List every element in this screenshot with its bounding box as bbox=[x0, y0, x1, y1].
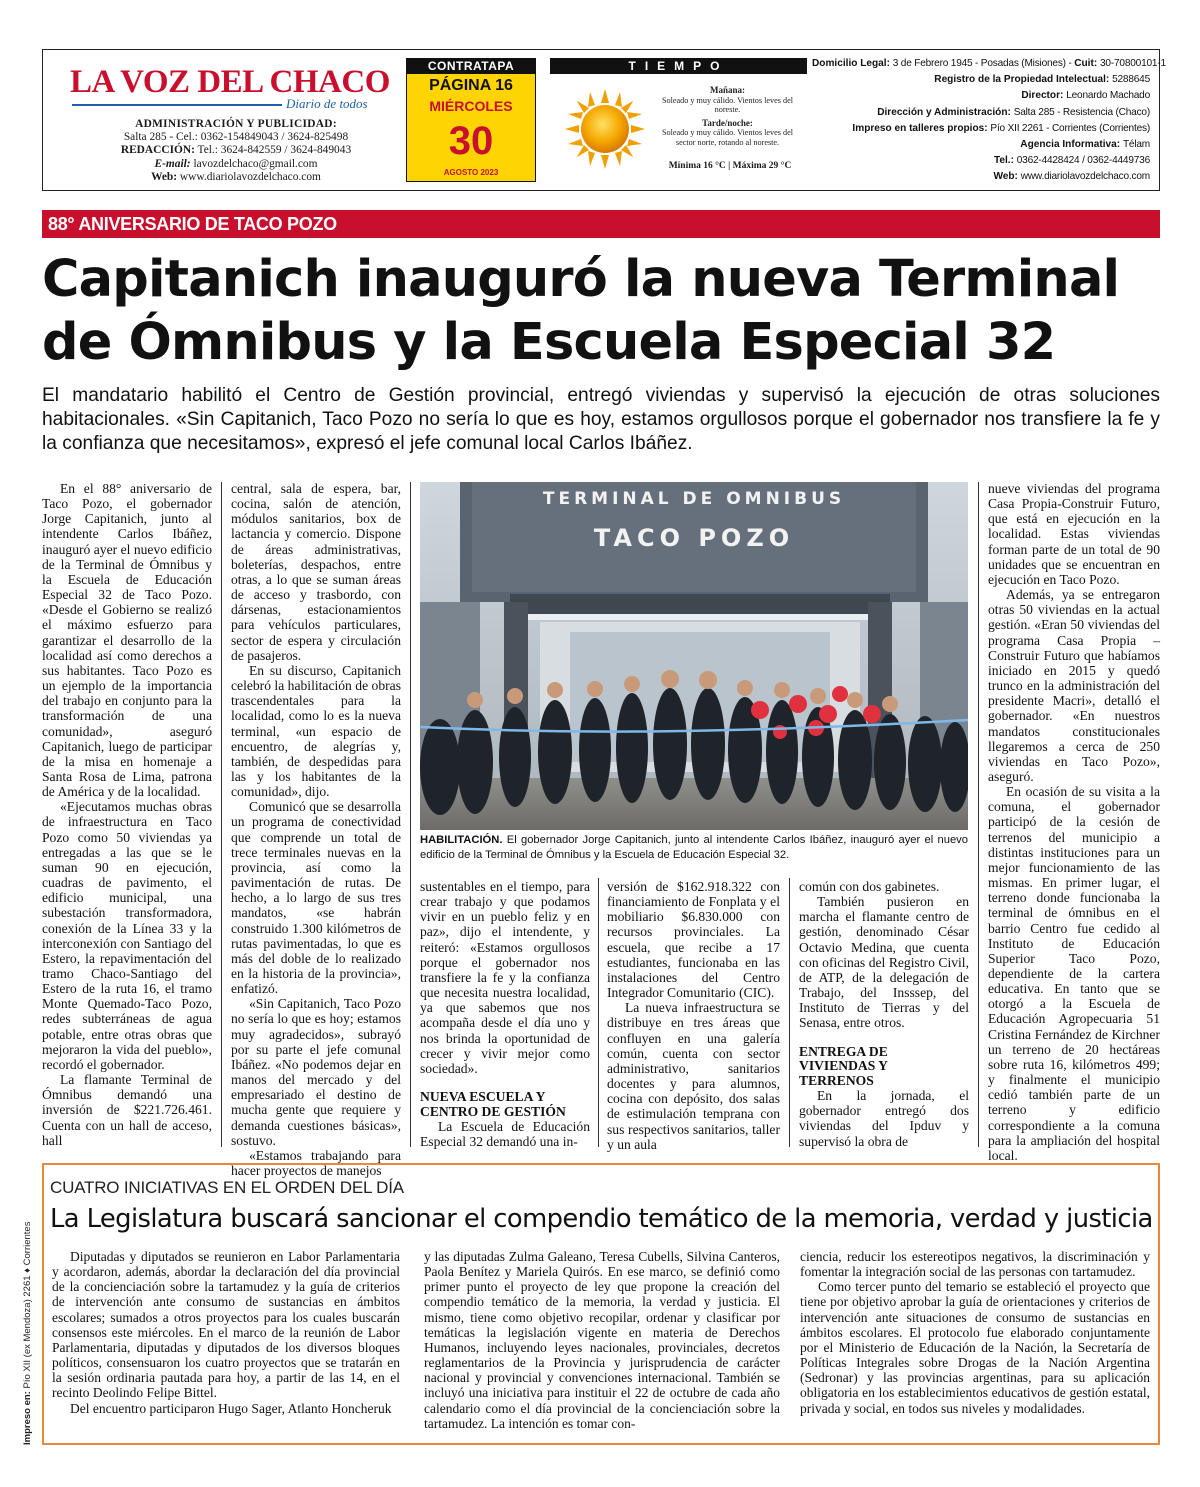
newspaper-tagline: Diario de todos bbox=[286, 96, 368, 111]
column-divider bbox=[598, 878, 599, 1147]
contratapa-label: CONTRATAPA bbox=[406, 58, 536, 74]
subheading-viviendas: ENTREGA DE VIVIENDAS Y TERRENOS bbox=[799, 1043, 889, 1088]
legislatura-kicker: CUATRO INICIATIVAS EN EL ORDEN DEL DÍA bbox=[50, 1178, 404, 1197]
sun-icon bbox=[565, 89, 645, 169]
admin-contact-block bbox=[72, 118, 400, 184]
headline-line-2: de Ómnibus y la Escuela Especial 32 bbox=[42, 313, 1056, 372]
column-divider bbox=[978, 482, 979, 1147]
paragraph: Comunicó que se desarrolla un programa de conectividad que comprende un total de trece terminales nuevas en la provincia, así como la pavimentación de rutas. De hecho, a lo largo de sus tres mandatos, «se habrán construido 1.300 kilómetros de rutas pavimentadas, lo que es más del doble de lo realizado en la historia de la provincia», enfatizó. bbox=[231, 799, 401, 997]
paragraph: En el 88° aniversario de Taco Pozo, el gobernador Jorge Capitanich, junto al intendente Carlos Ibáñez, inauguró ayer el nuevo edificio de la Terminal de Ómnibus y la Escuela de Educación Especial 32 de Taco Pozo. «Desde el Gobierno se realizó el máximo esfuerzo para garantizar el desarrollo de la localidad así como derechos a sus habitantes. Taco Pozo es un ejemplo de la importancia del trabajo en conjunto para la transformación de una comunidad», aseguró Capitanich, luego de participar de la misa en homenaje a Santa Rosa de Lima, patrona de América y de la localidad. bbox=[42, 481, 212, 800]
paragraph: Además, ya se entregaron otras 50 viviendas en la actual gestión. «Eran 50 viviendas del programa Casa Propia – Construir Futuro que habíamos iniciado en 2015 y quedó trunco en la administración del presidente Macri», detalló el gobernador. «En nuestros mandatos constitucionales llegaremos a cerca de 250 viviendas en Taco Pozo», aseguró. bbox=[988, 587, 1160, 784]
article-column-3 bbox=[420, 879, 590, 1149]
admin-line: Salta 285 - Cel.: 0362-154849043 / 3624-825498 bbox=[123, 131, 349, 144]
paragraph: «Estamos trabajando para hacer proyectos de manejos bbox=[231, 1147, 401, 1179]
section-kicker: 88° ANIVERSARIO DE TACO POZO bbox=[48, 214, 337, 234]
weather-title: TIEMPO bbox=[550, 58, 807, 74]
legal-row: Impreso en talleres propios: Pío XII 2261 - Corrientes (Corrientes) bbox=[852, 122, 1150, 134]
month-year: AGOSTO 2023 bbox=[443, 168, 499, 177]
temperature-range: Mínima 16 °C | Máxima 29 °C bbox=[668, 161, 792, 171]
article-deck: El mandatario habilitó el Centro de Gestión provincial, entregó viviendas y supervisó la ejecución de otras soluciones habitacionales. «Sin Capitanich, Taco Pozo no sería lo que es hoy, estamos orgullosos porque el gobernador nos transfiere la fe y la confianza que necesitamos», expresó el jefe comunal local Carlos Ibáñez. bbox=[42, 385, 1160, 455]
legal-row: Director: Leonardo Machado bbox=[1021, 90, 1150, 102]
article-column-2 bbox=[231, 481, 401, 1178]
photo-caption bbox=[420, 833, 968, 862]
legislatura-column-2 bbox=[424, 1249, 780, 1431]
paragraph: nueve viviendas del programa Casa Propia-Construir Futuro, que está en ejecución en la localidad. Estas viviendas forman parte de un total de 90 unidades que se encuentran en ejecución en Taco Pozo. bbox=[988, 481, 1160, 587]
paragraph: En la jornada, el gobernador entregó dos viviendas del Ipduv y supervisó la obra de bbox=[799, 1088, 969, 1149]
paragraph: La flamante Terminal de Ómnibus demandó una inversión de $221.726.461. Cuenta con un hall de acceso, hall bbox=[42, 1072, 212, 1148]
caption-label: HABILITACIÓN. bbox=[420, 834, 503, 846]
legal-row: Agencia Informativa: Télam bbox=[1020, 139, 1150, 151]
paragraph: común con dos gabinetes. bbox=[799, 879, 940, 894]
paragraph: y las diputadas Zulma Galeano, Teresa Cubells, Silvina Canteros, Paola Benítez y Mariela Quirós. En ese marco, se definió como primer punto el proyecto de ley que propone la creación del compendio temático de la memoria, la verdad y justicia. El mismo, tiene como objetivo recopilar, ordenar y clasificar por temáticas la legislación vigente en materia de Derechos Humanos, incluyendo leyes nacionales, provinciales, decretos reglamentarios de la Provincia y jurisprudencia de carácter nacional y provincial y convenciones internacional. También se incluyó una iniciativa para instituir el 22 de octubre de cada año calendario como el día provincial de la concienciación sobre la tartamudez. La intención es tomar con- bbox=[424, 1249, 780, 1431]
paragraph: Del encuentro participaron Hugo Sager, Atlanto Honcheruk bbox=[70, 1400, 392, 1416]
paragraph: «Sin Capitanich, Taco Pozo no sería lo que es hoy; estamos muy agradecidos», subrayó por su parte el jefe comunal Ibáñez. «No podemos dejar en manos del mercado y del empresariado el destino de mucha gente que requiere y demanda cuestiones básicas», sostuvo. bbox=[231, 996, 401, 1148]
paragraph: La Escuela de Educación Especial 32 demandó una in- bbox=[420, 1119, 590, 1150]
paragraph: central, sala de espera, bar, cocina, salón de atención, módulos sanitarios, box de lactancia y comercio. Dispone de áreas administrativas, boleterías, despachos, entre otras, a lo que se suman áreas de acceso y trasbordo, con dársenas, estacionamientos para vehículos particulares, sector de espera y circulación de pasajeros. bbox=[231, 481, 401, 663]
morning-label: Mañana: bbox=[709, 85, 745, 95]
weather-forecast bbox=[660, 86, 795, 147]
column-divider bbox=[410, 482, 411, 1147]
column-divider bbox=[789, 878, 790, 1147]
day-number: 30 bbox=[448, 119, 494, 163]
email-label: E-mail: bbox=[154, 157, 191, 170]
legislatura-headline: La Legislatura buscará sancionar el compendio temático de la memoria, verdad y justicia bbox=[50, 1204, 1153, 1234]
paragraph: También pusieron en marcha el flamante centro de gestión, denominado César Octavio Medina, que cuenta con oficinas del Registro Civil, de ATP, de la delegación de Trabajo, del Insssep, del Instituto de Tierras y del Senasa, entre otros. bbox=[799, 894, 969, 1031]
afternoon-forecast: Soleado y muy cálido. Vientos leves del sector norte, rotando al noreste. bbox=[661, 128, 793, 147]
paragraph: Como tercer punto del temario se estableció el proyecto que tiene por objetivo aprobar la guía de orientaciones y criterios de intervención ante situaciones de consumo de sustancias en ámbitos escolares. El protocolo fue elaborado conjuntamente por el Ministerio de Educación de la Nación, la Secretaría de Políticas Integrales sobre Drogas de la Nación Argentina (Sedronar) y las provincias argentinas, para su aplicación obligatoria en los establecimientos educativos de gestión estatal, privada y social, en todos sus niveles y modalidades. bbox=[800, 1279, 1150, 1416]
caption-text: El gobernador Jorge Capitanich, junto al intendente Carlos Ibáñez, inauguró ayer el nuevo edificio de la Terminal de Ómnibus y la Escuela de Educación Especial 32. bbox=[420, 834, 968, 861]
paragraph: En ocasión de su visita a la comuna, el gobernador participó de la cesión de terrenos del municipio a distintas instituciones para un mejor funcionamiento de las mismas. En primer lugar, el terreno donde funcionaba la terminal de ómnibus en el barrio Centro fue cedido al Instituto de Educación Superior Taco Pozo, dependiente de la cartera educativa. En tanto que se otorgó a la Escuela de Educación Agropecuaria 51 Cristina Fernández de Kirchner un terreno de 20 hectáreas sobre ruta 16, kilómetros 499; y finalmente el municipio cedió también parte de un terreno y edificio correspondiente a la comuna para la ampliación del hospital local. bbox=[988, 784, 1160, 1163]
article-column-1 bbox=[42, 481, 212, 1148]
photo-sign-bottom: TACO POZO bbox=[593, 524, 795, 552]
weekday: MIÉRCOLES bbox=[429, 98, 513, 114]
subheading-escuela: NUEVA ESCUELA Y CENTRO DE GESTIÓN bbox=[420, 1089, 566, 1119]
paragraph: «Ejecutamos muchas obras de infraestructura en Taco Pozo como 50 viviendas ya entregadas a las que se le suman 90 en ejecución, cuadras de pavimento, el edificio municipal, una subestación transformadora, conexión de la Línea 33 y la interconexión con Santiago del Estero, la repavimentación del tramo Chaco-Santiago del Estero de la ruta 16, el tramo Monte Quemado-Taco Pozo, redes subterráneas de agua potable, entre otras obras que mejoraron la vida del pueblo», recordó el gobernador. bbox=[42, 799, 212, 1072]
paragraph: versión de $162.918.322 con financiamiento de Fonplata y el mobiliario $6.830.000 con recursos provinciales. La escuela, que recibe a 17 estudiantes, funcionaba en las instalaciones del Centro Integrador Comunitario (CIC). bbox=[607, 879, 780, 1001]
paragraph: sustentables en el tiempo, para crear trabajo y que podamos vivir en un pueblo feliz y en paz», dijo el intendente, y reiteró: «Estamos orgullosos porque el gobernador nos transfiere la fe y la confianza que necesita nuestra localidad, ya que sabemos que nos acompaña desde el día uno y nos brinda la oportunidad de crecer y vivir mejor como sociedad». bbox=[420, 879, 590, 1076]
legal-info-block bbox=[812, 56, 1166, 186]
logo-underline bbox=[72, 104, 282, 106]
paragraph: La nueva infraestructura se distribuye en tres áreas que confluyen en una galería común, cuenta con sector administrativo, sanitarios docentes y para alumnos, cocina con depósito, dos salas de estimulación temprana con sus respectivos sanitarios, taller y un aula bbox=[607, 1000, 780, 1152]
legislatura-column-1 bbox=[52, 1249, 400, 1416]
article-column-5 bbox=[799, 879, 969, 1149]
legal-row: Registro de la Propiedad Intelectual: 5288645 bbox=[934, 74, 1150, 86]
afternoon-label: Tarde/noche: bbox=[702, 117, 753, 128]
column-divider bbox=[221, 482, 222, 1147]
article-column-4 bbox=[607, 879, 780, 1152]
redaccion-label: REDACCIÓN: bbox=[120, 144, 195, 157]
legal-row: Web: www.diariolavozdelchaco.com bbox=[993, 171, 1150, 183]
legal-row: Domicilio Legal: 3 de Febrero 1945 - Posadas (Misiones) - Cuit: 30-70800101-1 bbox=[812, 58, 1166, 69]
redaccion-value: Tel.: 3624-842559 / 3624-849043 bbox=[197, 144, 352, 157]
headline-line-1: Capitanich inauguró la nueva Terminal bbox=[42, 250, 1120, 309]
admin-title: ADMINISTRACIÓN Y PUBLICIDAD: bbox=[135, 118, 337, 130]
paragraph: Diputadas y diputados se reunieron en Labor Parlamentaria y acordaron, además, abordar la declaración del día provincial de la concienciación sobre la tartamudez y la guía de criterios de intervención ante consumo de sustancias en ámbitos escolares; sumados a otros proyectos para los cuales buscarán consensos este miércoles. En el marco de la reunión de Labor Parlamentaria, diputadas y diputados de los diversos bloques políticos, consensuaron los cuatro proyectos que se tratarán en la sesión ordinaria pautada para hoy, a partir de las 14, en el recinto Deolindo Felipe Bittel. bbox=[52, 1249, 400, 1401]
legislatura-column-3 bbox=[800, 1249, 1150, 1416]
imprint-vertical bbox=[22, 1185, 36, 1445]
morning-forecast: Soleado y muy cálido. Vientos leves del noreste. bbox=[661, 95, 793, 114]
article-column-6 bbox=[988, 481, 1160, 1163]
email-value: lavozdelchaco@gmail.com bbox=[193, 157, 318, 170]
legal-row: Tel.: 0362-4428424 / 0362-4449736 bbox=[993, 155, 1150, 167]
paragraph: ciencia, reducir los estereotipos negativos, la discriminación y fomentar la integración social de las personas con tartamudez. bbox=[800, 1249, 1150, 1280]
web-value: www.diariolavozdelchaco.com bbox=[179, 170, 321, 183]
imprint-value: Pío XII (ex Mendoza) 2261 ♦ Corrientes bbox=[22, 1221, 33, 1389]
web-label: Web: bbox=[151, 170, 178, 183]
newspaper-logo: LA VOZ DEL CHACO bbox=[70, 64, 390, 100]
paragraph: En su discurso, Capitanich celebró la habilitación de obras trascendentales para la localidad, como lo es la nueva terminal, «un espacio de encuentro, de alegrías y, también, de despedidas para las y los habitantes de la comunidad», dijo. bbox=[231, 662, 401, 800]
page-number: PÁGINA 16 bbox=[429, 77, 513, 94]
legal-row: Dirección y Administración: Salta 285 - Resistencia (Chaco) bbox=[877, 106, 1150, 118]
main-headline bbox=[42, 248, 1167, 374]
imprint-label: Impreso en: bbox=[22, 1391, 33, 1445]
terminal-inauguration-photo bbox=[420, 482, 968, 830]
photo-sign-top: TERMINAL DE OMNIBUS bbox=[542, 489, 846, 509]
